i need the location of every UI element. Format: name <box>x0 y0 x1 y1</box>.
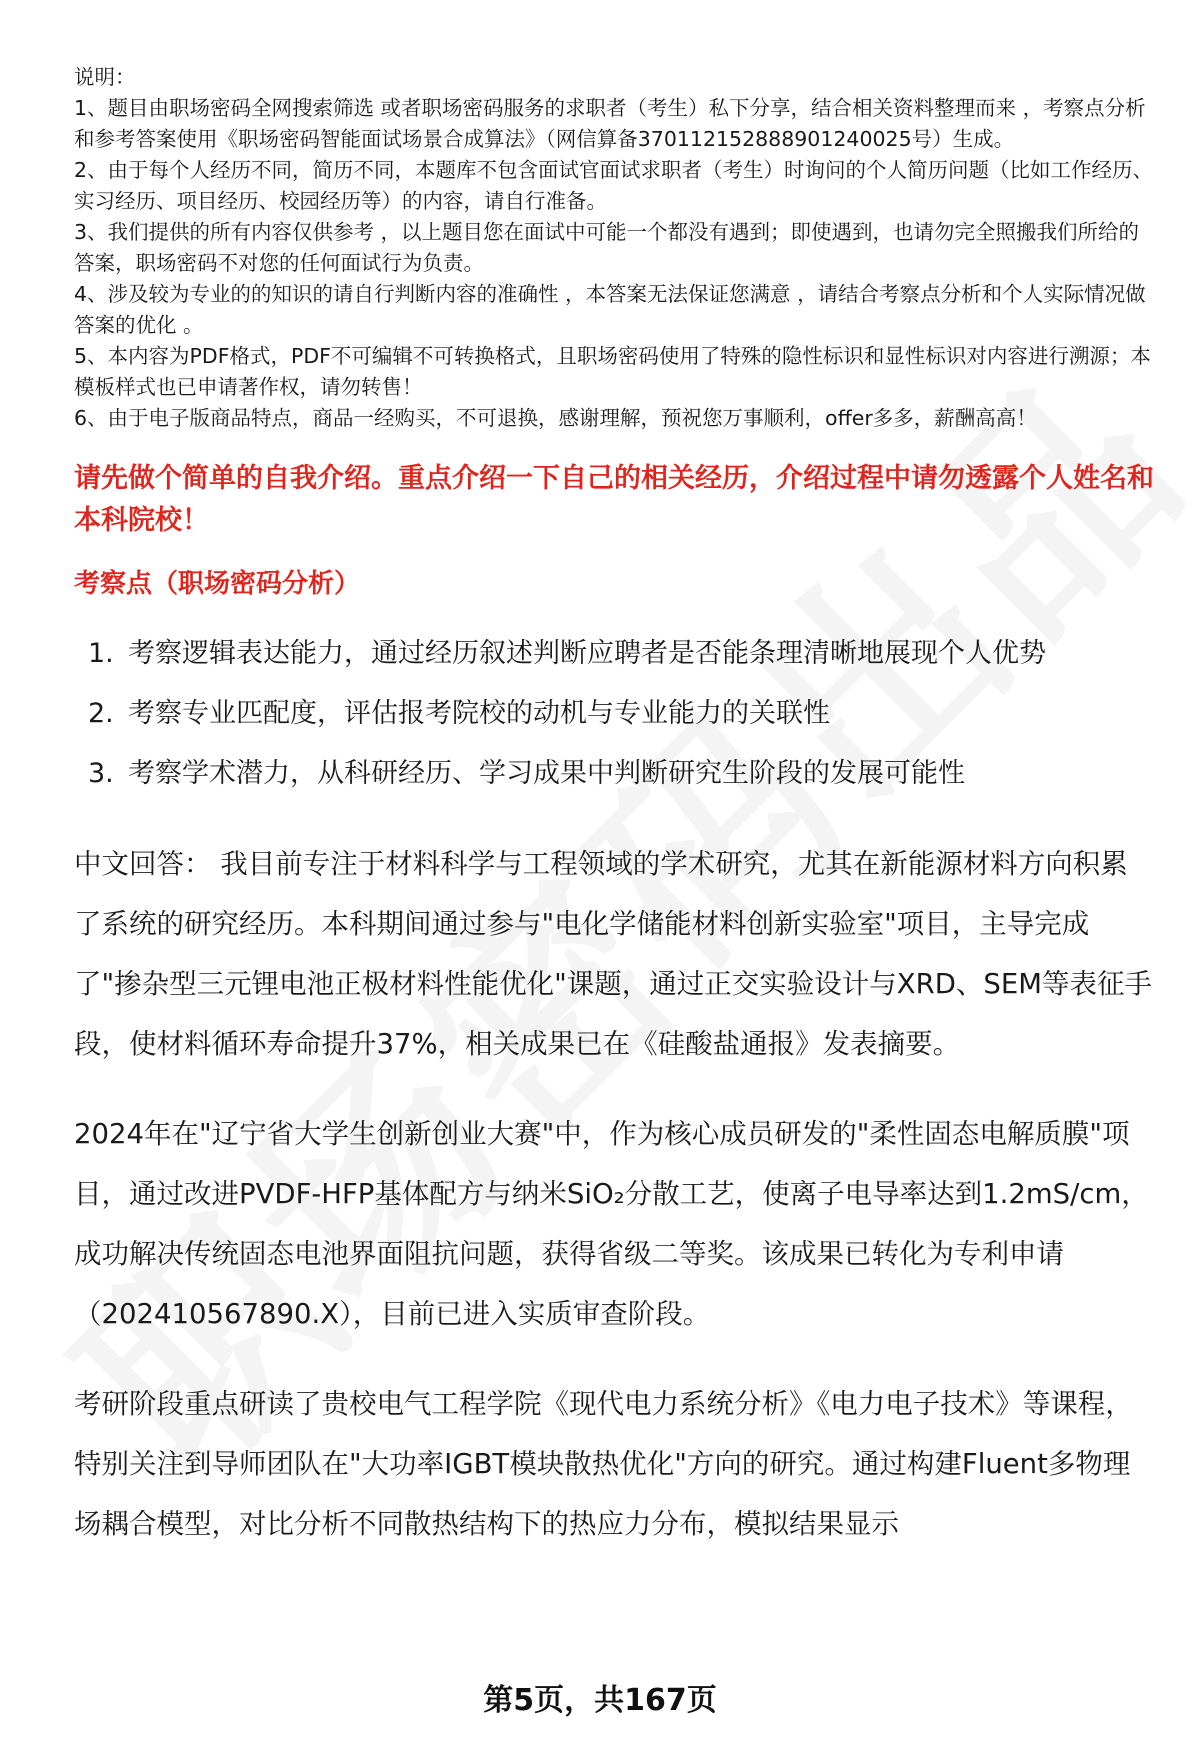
answer-paragraph: 中文回答： 我目前专注于材料科学与工程领域的学术研究，尤其在新能源材料方向积累了系统的研究经历。本科期间通过参与"电化学储能材料创新实验室"项目，主导完成了"掺杂型三元锂电池正极材料性能优化"课题，通过正交实验设计与XRD、SEM等表征手段，使材料循环寿命提升37%，相关成果已在《硅酸盐通报》发表摘要。 <box>74 848 1152 1060</box>
analysis-point <box>88 624 1154 684</box>
content <box>74 62 1154 1554</box>
answer-section <box>74 834 1154 1554</box>
point-text: 考察专业匹配度，评估报考院校的动机与专业能力的关联性 <box>128 698 830 729</box>
point-text: 考察学术潜力，从科研经历、学习成果中判断研究生阶段的发展可能性 <box>128 758 965 789</box>
interview-question: 请先做个简单的自我介绍。重点介绍一下自己的相关经历，介绍过程中请勿透露个人姓名和本科院校！ <box>74 463 1154 536</box>
analysis-point <box>88 744 1154 804</box>
notes-heading: 说明： <box>74 65 136 89</box>
note-item: 5、本内容为PDF格式，PDF不可编辑不可转换格式，且职场密码使用了特殊的隐性标识和显性标识对内容进行溯源；本模板样式也已申请著作权，请勿转售！ <box>74 344 1151 399</box>
notes-section <box>74 62 1154 434</box>
note-item: 2、由于每个人经历不同，简历不同，本题库不包含面试官面试求职者（考生）时询问的个人简历问题（比如工作经历、实习经历、项目经历、校园经历等）的内容，请自行准备。 <box>74 158 1154 213</box>
analysis-points <box>88 624 1154 804</box>
analysis-point <box>88 684 1154 744</box>
note-item: 1、题目由职场密码全网搜索筛选 或者职场密码服务的求职者（考生）私下分享，结合相关资料整理而来 ，考察点分析和参考答案使用《职场密码智能面试场景合成算法》（网信算备370112152888901240025号）生成。 <box>74 96 1146 151</box>
answer-paragraph: 2024年在"辽宁省大学生创新创业大赛"中，作为核心成员研发的"柔性固态电解质膜"项目，通过改进PVDF-HFP基体配方与纳米SiO₂分散工艺，使离子电导率达到1.2mS/cm，成功解决传统固态电池界面阻抗问题，获得省级二等奖。该成果已转化为专利申请（202410567890.X），目前已进入实质审查阶段。 <box>74 1118 1149 1330</box>
point-number: 2. <box>88 698 114 729</box>
point-number: 1. <box>88 638 114 669</box>
note-item: 4、涉及较为专业的的知识的请自行判断内容的准确性 ，本答案无法保证您满意 ，请结合考察点分析和个人实际情况做答案的优化 。 <box>74 282 1146 337</box>
point-text: 考察逻辑表达能力，通过经历叙述判断应聘者是否能条理清晰地展现个人优势 <box>128 638 1046 669</box>
point-number: 3. <box>88 758 114 789</box>
page-number: 第5页，共167页 <box>483 1683 717 1718</box>
answer-paragraph: 考研阶段重点研读了贵校电气工程学院《现代电力系统分析》《电力电子技术》等课程，特别关注到导师团队在"大功率IGBT模块散热优化"方向的研究。通过构建Fluent多物理场耦合模型，对比分析不同散热结构下的热应力分布，模拟结果显示 <box>74 1388 1133 1540</box>
note-item: 3、我们提供的所有内容仅供参考 ，以上题目您在面试中可能一个都没有遇到；即使遇到，也请勿完全照搬我们所给的答案，职场密码不对您的任何面试行为负责。 <box>74 220 1140 275</box>
note-item: 6、由于电子版商品特点，商品一经购买，不可退换，感谢理解，预祝您万事顺利，offer多多，薪酬高高！ <box>74 406 1037 430</box>
analysis-title: 考察点（职场密码分析） <box>74 569 361 599</box>
